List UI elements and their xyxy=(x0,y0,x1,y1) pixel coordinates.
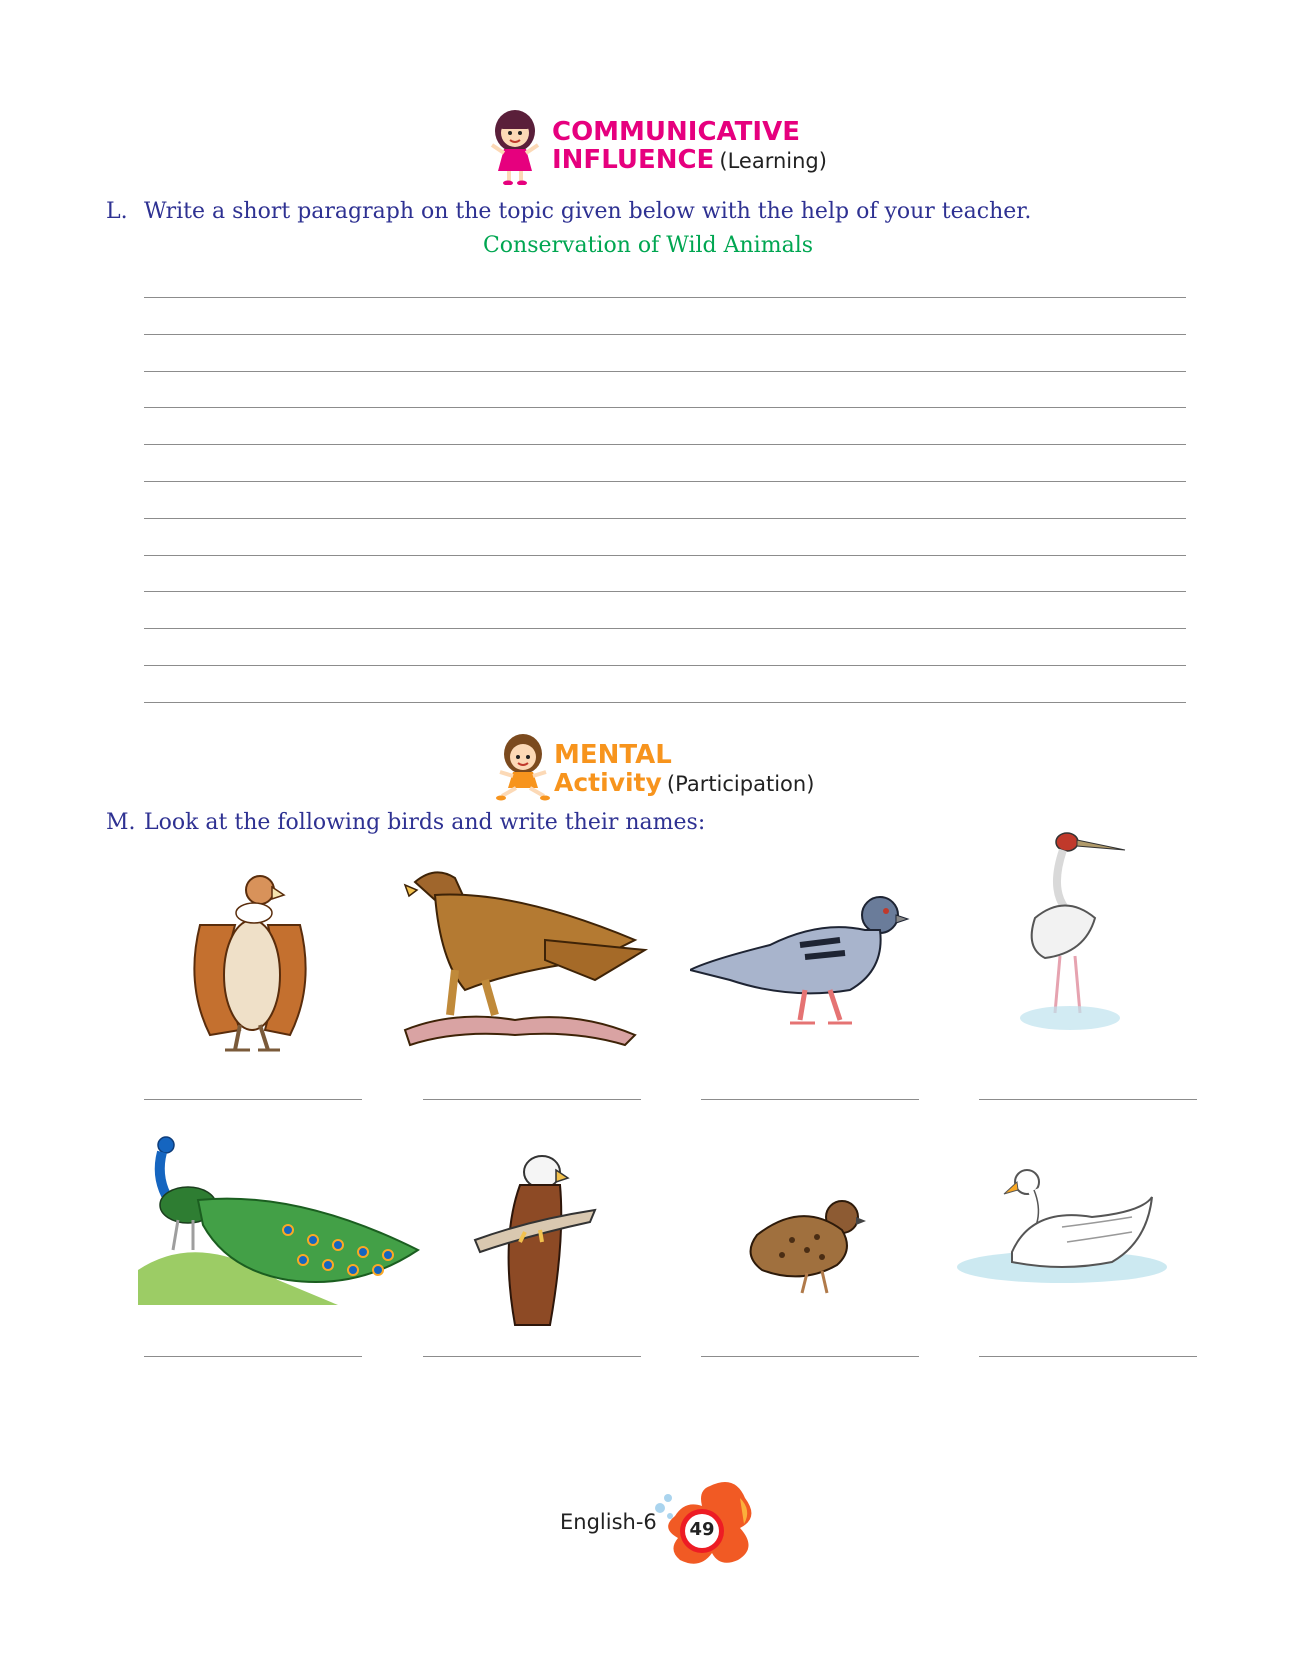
writing-line[interactable] xyxy=(144,555,1186,556)
page-number: 49 xyxy=(689,1519,715,1540)
question-m-letter: M. xyxy=(106,810,136,835)
question-l-text: Write a short paragraph on the topic given below with the help of your teacher. xyxy=(144,199,1032,224)
bird-answer-line[interactable] xyxy=(423,1099,641,1100)
peacock-illustration xyxy=(138,1130,423,1305)
writing-line[interactable] xyxy=(144,407,1186,408)
book-title: English-6 xyxy=(560,1510,657,1534)
girl-mascot-icon xyxy=(484,105,546,185)
question-m-text: Look at the following birds and write their names: xyxy=(144,810,706,835)
writing-line[interactable] xyxy=(144,665,1186,666)
mental-title: MENTAL xyxy=(554,740,672,770)
question-l xyxy=(106,199,1031,224)
topic-title: Conservation of Wild Animals xyxy=(482,233,814,258)
bird-answer-line[interactable] xyxy=(144,1099,362,1100)
quail-illustration xyxy=(742,1195,877,1300)
girl-mascot-icon xyxy=(494,730,552,806)
writing-line[interactable] xyxy=(144,481,1186,482)
participation-subtitle: (Participation) xyxy=(666,772,815,796)
bird-answer-line[interactable] xyxy=(979,1099,1197,1100)
crane-illustration xyxy=(1005,828,1145,1053)
writing-line[interactable] xyxy=(144,371,1186,372)
writing-line[interactable] xyxy=(144,334,1186,335)
bird-answer-line[interactable] xyxy=(701,1099,919,1100)
writing-line[interactable] xyxy=(144,702,1186,703)
swan-illustration xyxy=(952,1162,1177,1287)
vulture-illustration xyxy=(180,865,320,1055)
communicative-title: COMMUNICATIVE xyxy=(552,117,800,147)
bird-answer-line[interactable] xyxy=(979,1356,1197,1357)
eagle-illustration xyxy=(470,1150,605,1330)
pigeon-illustration xyxy=(690,885,920,1050)
mental-title-line2 xyxy=(554,770,814,796)
mental-activity-header xyxy=(494,730,834,810)
bird-answer-line[interactable] xyxy=(144,1356,362,1357)
writing-line[interactable] xyxy=(144,628,1186,629)
bird-answer-line[interactable] xyxy=(701,1356,919,1357)
activity-word: Activity xyxy=(554,768,662,797)
writing-line[interactable] xyxy=(144,518,1186,519)
bird-answer-line[interactable] xyxy=(423,1356,641,1357)
writing-line[interactable] xyxy=(144,591,1186,592)
writing-line[interactable] xyxy=(144,444,1186,445)
writing-line[interactable] xyxy=(144,297,1186,298)
influence-word: INFLUENCE xyxy=(552,145,715,175)
question-m xyxy=(106,810,705,835)
learning-subtitle: (Learning) xyxy=(719,149,827,173)
communicative-title-line2 xyxy=(552,147,827,173)
question-l-letter: L. xyxy=(106,199,128,224)
kite-illustration xyxy=(395,860,655,1060)
communicative-header xyxy=(484,105,827,185)
